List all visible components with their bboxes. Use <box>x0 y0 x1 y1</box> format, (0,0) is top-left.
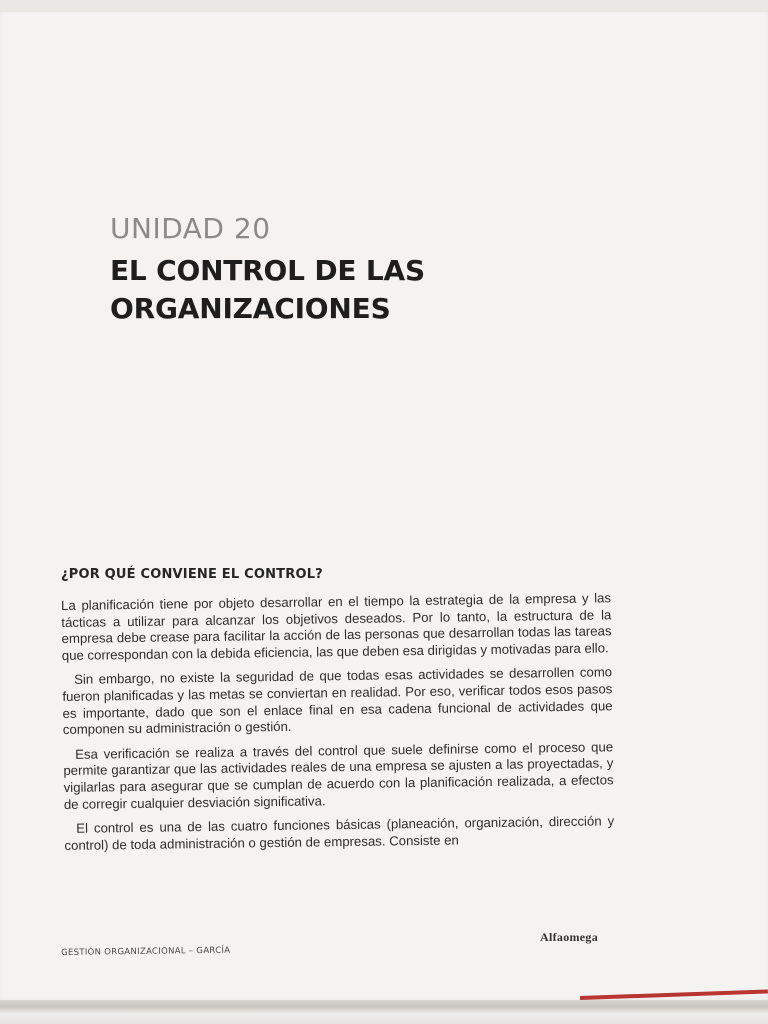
paragraph-1: La planificación tiene por objeto desarrollar en el tiempo la estrategia de la empresa y las tácticas a utilizar para alcanzar los objetivos deseados. Por lo tanto, la estructura de la empresa debe crease para facilitar la acción de las personas que desarrollan todas las tareas que correspondan con la debida eficiencia, las que deben esa dirigidas y motivadas para ello. <box>61 590 612 663</box>
paragraph-2: Sin embargo, no existe la seguridad de que todas esas actividades se desarrollen como fueron planificadas y las metas se conviertan en realidad. Por eso, verificar todos esos pasos es importante, dado que son el enlace final en esa cadena funcional de actividades que componen su administración o gestión. <box>62 664 613 738</box>
chapter-title <box>110 252 425 328</box>
unit-label: UNIDAD 20 <box>110 212 271 245</box>
paragraph-3: Esa verificación se realiza a través del control que suele definirse como el proceso que permite garantizar que las actividades reales de una empresa se ajusten a las proyectadas, y vigilarlas para asegurar que se cumplan de acuerdo con la planificación realizada, a efectos de corregir cualquier desviación significativa. <box>63 739 614 812</box>
paragraph-4: El control es una de las cuatro funciones básicas (planeación, organización, dirección y control) de toda administración o gestión de empresas. Consiste en <box>64 813 615 853</box>
body-text <box>61 590 615 862</box>
footer-book-title: GESTIÓN ORGANIZACIONAL – GARCÍA <box>61 945 231 958</box>
footer-publisher: Alfaomega <box>540 930 599 944</box>
chapter-title-line-2: ORGANIZACIONES <box>110 292 391 325</box>
page-bottom-edge <box>0 1000 768 1024</box>
section-heading: ¿POR QUÉ CONVIENE EL CONTROL? <box>61 567 323 582</box>
chapter-title-line-1: EL CONTROL DE LAS <box>110 254 425 287</box>
